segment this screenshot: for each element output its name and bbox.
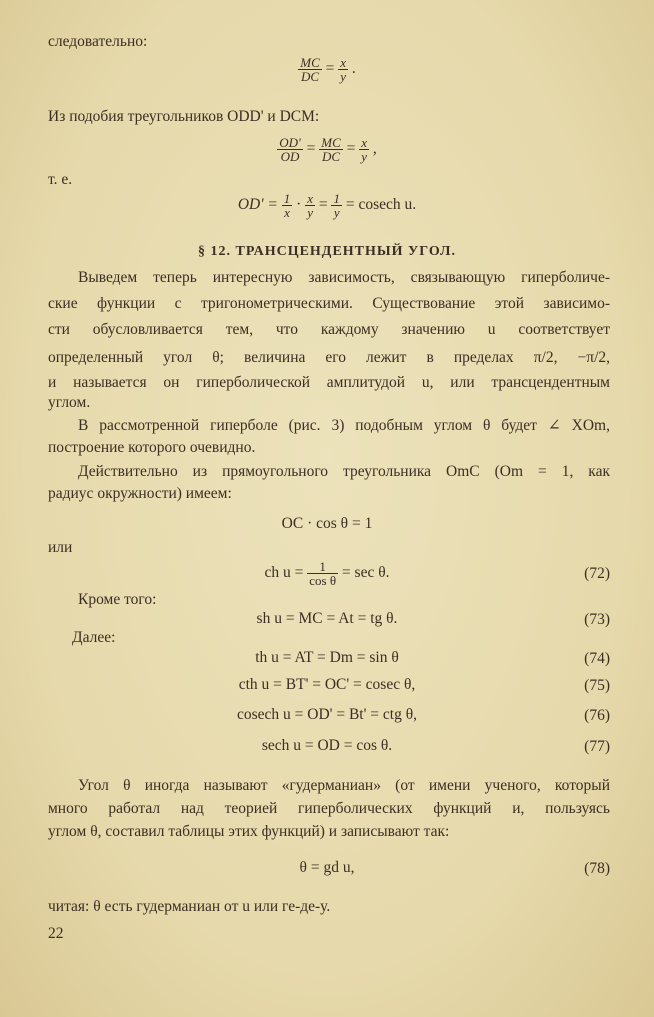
text-line: Действительно из прямоугольного треугольника OmC (Om = 1, как [78, 463, 610, 480]
formula-74: th u = AT = Dm = sin θ [255, 649, 399, 666]
text-line: углом. [48, 394, 91, 411]
text-line: или [48, 539, 73, 556]
text-line: радиус окружности) имеем: [48, 485, 232, 502]
equation-od-ratio: $\frac{OD'}{OD}$ = $\frac{MC}{DC}$ = $\frac{x}{y}$ , [279, 135, 377, 164]
formula-72: ch u = $\frac{1}{\text{cos θ}}$ = sec θ. [264, 559, 390, 588]
equation-number: (75) [584, 677, 610, 694]
equation-number: (74) [584, 650, 610, 667]
text-line: сти обусловливается тем, что каждому значению u соответствует [48, 321, 610, 338]
text-line: следовательно: [48, 33, 148, 50]
text-line: В рассмотренной гиперболе (рис. 3) подобным углом θ будет ∠ XOm, [78, 417, 610, 434]
formula-78: θ = gd u, [299, 859, 355, 876]
formula: OC · cos θ = 1 [281, 515, 373, 532]
text-line: углом θ, составил таблицы этих функций) и записывают так: [48, 823, 450, 840]
text-line: и называется он гиперболической амплитудой u, или трансцендентным [48, 374, 610, 391]
page-number: 22 [48, 925, 64, 942]
text-line: Угол θ иногда называют «гудерманиан» (от имени ученого, который [78, 777, 610, 794]
equation-mc-dc: $\frac{MC}{DC}$ = $\frac{x}{y}$ . [300, 55, 356, 84]
formula-76: cosech u = OD' = Bt' = ctg θ, [237, 706, 417, 723]
formula-75: cth u = BT' = OC' = cosec θ, [238, 676, 416, 693]
equation-number: (78) [584, 860, 610, 877]
equation-number: (76) [584, 707, 610, 724]
text-line: много работал над теорией гиперболических функций и, пользуясь [48, 800, 610, 817]
equation-od-prime: OD' = $\frac{1}{x}$ · $\frac{x}{y}$ = $\frac{1}{y}$ = cosech u. [237, 191, 417, 220]
section-heading: § 12. ТРАНСЦЕНДЕНТНЫЙ УГОЛ. [197, 244, 456, 259]
text-line: Кроме того: [78, 591, 157, 608]
equation-number: (73) [584, 611, 610, 628]
text-line: Из подобия треугольников ODD' и DCM: [48, 108, 320, 125]
text-line: Выведем теперь интересную зависимость, связывающую гиперболиче- [78, 269, 610, 286]
text-line: Далее: [72, 629, 116, 646]
text-line: определенный угол θ; величина его лежит в пределах π/2, −π/2, [48, 349, 610, 366]
formula-73: sh u = MC = At = tg θ. [256, 610, 398, 627]
equation-number: (72) [584, 565, 610, 582]
equation-number: (77) [584, 738, 610, 755]
formula-77: sech u = OD = cos θ. [261, 737, 393, 754]
text-line: читая: θ есть гудерманиан от u или ге-де-у. [48, 898, 331, 915]
text-line: построение которого очевидно. [48, 439, 256, 456]
text-line: ские функции с тригонометрическими. Существование этой зависимо- [48, 295, 610, 312]
text-line: т. е. [48, 171, 73, 188]
